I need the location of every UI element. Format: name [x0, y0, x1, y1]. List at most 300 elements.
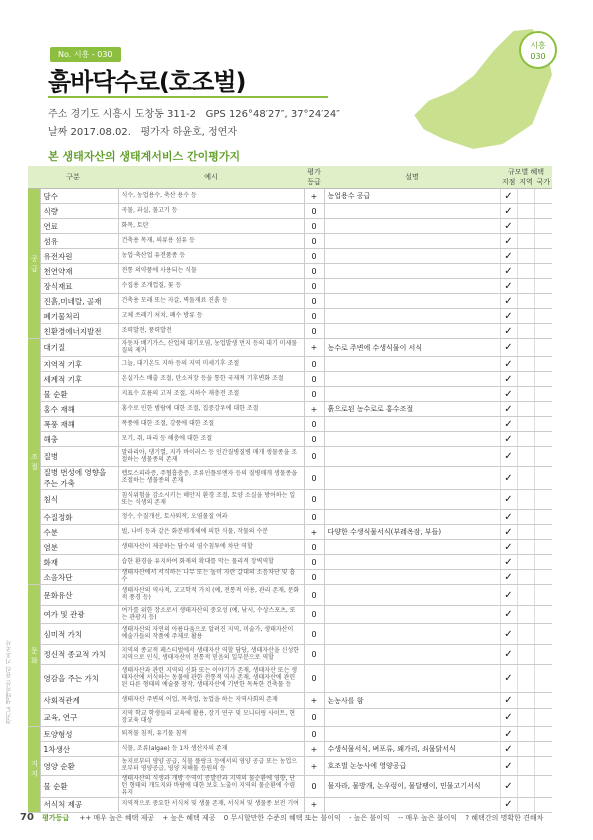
benefit-mark: ✓	[500, 279, 517, 294]
service-name: 영감을 주는 가치	[40, 665, 118, 693]
address-label: 주소	[48, 109, 68, 120]
header-local: 지점	[501, 178, 516, 186]
service-example: 퇴적물 침적, 유기물 침적	[118, 727, 304, 742]
table-body	[28, 189, 552, 813]
grade-value: 0	[304, 219, 324, 234]
service-explanation	[324, 372, 500, 387]
grade-value: +	[304, 693, 324, 709]
benefit-mark: ✓	[500, 776, 517, 798]
table-row	[28, 294, 552, 309]
service-example: 여가를 위한 장소로서 생태자산의 중요성 (예, 낚시, 수상스포츠, 또는 관광지 등)	[118, 606, 304, 624]
benefit-mark: ✓	[500, 189, 517, 204]
benefit-mark	[517, 540, 534, 555]
service-explanation	[324, 219, 500, 234]
benefit-mark	[534, 372, 552, 387]
benefit-mark	[517, 570, 534, 585]
benefit-mark: ✓	[500, 324, 517, 339]
benefit-mark	[517, 624, 534, 645]
benefit-mark	[534, 447, 552, 467]
service-explanation	[324, 249, 500, 264]
benefit-mark	[517, 234, 534, 249]
service-explanation	[324, 490, 500, 510]
service-explanation	[324, 540, 500, 555]
grade-value: 0	[304, 510, 324, 525]
grade-value: +	[304, 757, 324, 776]
service-explanation	[324, 447, 500, 467]
benefit-mark	[534, 219, 552, 234]
table-row	[28, 665, 552, 693]
grade-value: 0	[304, 540, 324, 555]
benefit-mark	[534, 645, 552, 665]
service-name: 물 순환	[40, 776, 118, 798]
service-name: 교육, 연구	[40, 709, 118, 727]
service-explanation: 흙으로된 농수로로 홍수조절	[324, 402, 500, 417]
benefit-mark	[517, 249, 534, 264]
benefit-mark	[517, 776, 534, 798]
service-explanation: 물자라, 물방개, 논우렁이, 물달팽이, 민물고기서식	[324, 776, 500, 798]
benefit-mark	[517, 372, 534, 387]
service-name: 심미적 가치	[40, 624, 118, 645]
service-name: 장식재료	[40, 279, 118, 294]
benefit-mark	[534, 525, 552, 540]
grade-value: 0	[304, 606, 324, 624]
service-example: 농지로부터 영양 공급, 식물 플랑크 등에서의 영양 공급 또는 농업으로부터 영양공급, 영양 저해물 등원의 등	[118, 757, 304, 776]
grade-value: 0	[304, 324, 324, 339]
benefit-mark	[517, 189, 534, 204]
benefit-mark: ✓	[500, 585, 517, 606]
benefit-mark	[534, 585, 552, 606]
table-row	[28, 645, 552, 665]
grade-value: 0	[304, 585, 324, 606]
benefit-mark	[534, 490, 552, 510]
service-explanation: 호조벌 논농사에 영양공급	[324, 757, 500, 776]
service-explanation	[324, 510, 500, 525]
benefit-mark: ✓	[500, 447, 517, 467]
page-tag: No. 시흥 - 030	[50, 47, 121, 62]
header-regional: 지역	[519, 178, 533, 186]
service-example: 렙토스피라증, 주혈흡충증, 조류인플루엔자 등의 질병매개 생물종을 조절하는 생물종의 존재	[118, 467, 304, 490]
service-name: 해충	[40, 432, 118, 447]
service-explanation	[324, 309, 500, 324]
benefit-mark	[517, 606, 534, 624]
service-name: 소음차단	[40, 570, 118, 585]
table-row	[28, 372, 552, 387]
service-example: 식물, 조류(algae) 등 1차 생산자의 존재	[118, 742, 304, 757]
service-name: 질병 번성에 영향을 주는 가축	[40, 467, 118, 490]
benefit-mark: ✓	[500, 402, 517, 417]
benefit-mark	[517, 324, 534, 339]
service-example: 침식위험을 감소시키는 해안지 환경 조절, 토양 소실을 방어하는 일또는 식생의 존재	[118, 490, 304, 510]
benefit-mark: ✓	[500, 555, 517, 570]
benefit-mark: ✓	[500, 417, 517, 432]
table-row	[28, 727, 552, 742]
service-name: 폭풍 재해	[40, 417, 118, 432]
grade-value: +	[304, 402, 324, 417]
service-example: 생태자산의 자연의 아름다움으로 알려진 지역, 미술가, 생태자산이 예술가들의 작품에 주제로 활용	[118, 624, 304, 645]
service-name: 폐기물처리	[40, 309, 118, 324]
service-explanation: 다양한 수생식물서식(부레옥잠, 부들)	[324, 525, 500, 540]
legend-label: 평가등급	[42, 814, 70, 822]
service-example: 수집용 조개껍질, 꽃 등	[118, 279, 304, 294]
benefit-mark	[534, 742, 552, 757]
service-explanation	[324, 665, 500, 693]
table-row	[28, 387, 552, 402]
benefit-mark	[517, 402, 534, 417]
service-name: 천연약재	[40, 264, 118, 279]
service-example: 정수, 수질개선, 토사퇴적, 오염물질 여과	[118, 510, 304, 525]
benefit-mark	[534, 204, 552, 219]
header-explanation: 설명	[324, 166, 500, 189]
table-row	[28, 249, 552, 264]
benefit-mark: ✓	[500, 797, 517, 812]
service-example: 생태자산 주변의 어업, 목축업, 농업을 하는 지역사회의 존재	[118, 693, 304, 709]
service-name: 연료	[40, 219, 118, 234]
map-badge-line2: 030	[530, 52, 546, 61]
benefit-mark	[534, 417, 552, 432]
benefit-mark: ✓	[500, 606, 517, 624]
benefit-mark	[534, 309, 552, 324]
benefit-mark: ✓	[500, 387, 517, 402]
benefit-mark	[534, 294, 552, 309]
grade-value: 0	[304, 357, 324, 372]
benefit-mark	[534, 467, 552, 490]
footer	[20, 812, 549, 823]
benefit-mark	[534, 402, 552, 417]
benefit-mark	[517, 797, 534, 812]
service-example: 생태자산에서 서식하는 나무 또는 높이 자란 갈대의 소음차단 및 흡수	[118, 570, 304, 585]
header-benefit	[500, 166, 552, 189]
gps-value: 126°48′27″, 37°24′24″	[228, 109, 341, 120]
table-row	[28, 234, 552, 249]
benefit-mark	[517, 585, 534, 606]
table-row	[28, 693, 552, 709]
service-explanation	[324, 324, 500, 339]
service-explanation	[324, 204, 500, 219]
category-label: 지지	[28, 727, 40, 813]
service-explanation	[324, 624, 500, 645]
grade-value: +	[304, 797, 324, 812]
grade-value: 0	[304, 417, 324, 432]
service-name: 진흙,미네랄, 골재	[40, 294, 118, 309]
date-line	[48, 123, 237, 138]
benefit-mark	[534, 279, 552, 294]
benefit-mark: ✓	[500, 432, 517, 447]
legend-item: ? 혜택간의 명확한 견해차	[465, 814, 544, 822]
benefit-mark	[534, 757, 552, 776]
service-example: 농업·축산업 유전품종 등	[118, 249, 304, 264]
benefit-mark: ✓	[500, 219, 517, 234]
service-explanation	[324, 264, 500, 279]
benefit-mark: ✓	[500, 372, 517, 387]
service-example: 고체 쓰레기 처치, 폐수 방류 등	[118, 309, 304, 324]
service-example: 생태자산의 역사적, 고고학적 가치 (예, 전통적 이용, 관리 존재, 문화적 풍경 등)	[118, 585, 304, 606]
benefit-mark	[517, 742, 534, 757]
grade-value: 0	[304, 294, 324, 309]
benefit-mark	[534, 665, 552, 693]
benefit-mark	[534, 387, 552, 402]
date-label: 날짜	[48, 127, 68, 138]
service-example: 말라리아, 댕기열, 지카 바이러스 등 인간질병질병 매개 생물종을 조절하는 생물종의 존재	[118, 447, 304, 467]
grade-value: 0	[304, 570, 324, 585]
benefit-mark	[517, 204, 534, 219]
table-row	[28, 709, 552, 727]
benefit-mark	[534, 540, 552, 555]
page-number: 70	[20, 812, 34, 823]
benefit-mark	[534, 570, 552, 585]
table-row	[28, 219, 552, 234]
benefit-mark	[534, 249, 552, 264]
benefit-mark	[534, 693, 552, 709]
benefit-mark	[517, 387, 534, 402]
benefit-mark: ✓	[500, 490, 517, 510]
service-example: 그늘, 대기온도 지하 등의 지역 미세기후 조절	[118, 357, 304, 372]
benefit-mark	[534, 189, 552, 204]
table-row	[28, 742, 552, 757]
service-explanation	[324, 467, 500, 490]
service-name: 영양 순환	[40, 757, 118, 776]
benefit-mark: ✓	[500, 525, 517, 540]
table-row	[28, 432, 552, 447]
service-name: 사회적관계	[40, 693, 118, 709]
header-benefit-scales	[500, 177, 552, 187]
benefit-mark	[534, 709, 552, 727]
map-badge-line1: 시흥	[530, 41, 546, 50]
service-example: 모기, 쥐, 파리 등 해충에 대한 조절	[118, 432, 304, 447]
service-name: 서식처 제공	[40, 797, 118, 812]
address-value: 경기도 시흥시 도창동 311-2	[70, 109, 197, 120]
benefit-mark	[517, 219, 534, 234]
region-map	[383, 20, 573, 160]
page-title: 흙바닥수로(호조벌)	[48, 68, 246, 96]
grade-value: 0	[304, 309, 324, 324]
grade-value: +	[304, 189, 324, 204]
benefit-mark: ✓	[500, 309, 517, 324]
header-grade: 평가등급	[304, 166, 324, 189]
service-explanation	[324, 645, 500, 665]
benefit-mark: ✓	[500, 727, 517, 742]
service-name: 정신적 종교적 가치	[40, 645, 118, 665]
table-row	[28, 797, 552, 812]
benefit-mark: ✓	[500, 339, 517, 357]
benefit-mark: ✓	[500, 570, 517, 585]
table-row	[28, 447, 552, 467]
service-example: 지역의 종교적 페스티벌에서 생태자산 역할 담당, 생태자산을 신성한 지역으로 인식, 생태자산이 전통적 믿음의 일부분으로 역할	[118, 645, 304, 665]
service-name: 수분	[40, 525, 118, 540]
service-explanation	[324, 234, 500, 249]
benefit-mark: ✓	[500, 234, 517, 249]
grade-value: 0	[304, 490, 324, 510]
benefit-mark	[517, 709, 534, 727]
category-label: 문화	[28, 585, 40, 727]
header-benefit-label: 규모별 혜택	[507, 168, 545, 176]
table-row	[28, 324, 552, 339]
service-name: 세계적 기후	[40, 372, 118, 387]
service-name: 지역적 기후	[40, 357, 118, 372]
service-name: 대기질	[40, 339, 118, 357]
service-name: 침식	[40, 490, 118, 510]
grade-value: 0	[304, 234, 324, 249]
service-explanation	[324, 555, 500, 570]
legend-item: 0 무시할만한 수준의 혜택 또는 불이익	[223, 814, 341, 822]
benefit-mark: ✓	[500, 204, 517, 219]
table-row	[28, 467, 552, 490]
service-explanation: 논농사를 함	[324, 693, 500, 709]
table-row	[28, 510, 552, 525]
service-name: 식량	[40, 204, 118, 219]
benefit-mark: ✓	[500, 357, 517, 372]
header-category: 구분	[28, 166, 118, 189]
legend-item: + 높은 혜택 제공	[162, 814, 216, 822]
service-explanation	[324, 797, 500, 812]
service-example: 자동차 배기가스, 산업체 대기오염, 농업발생 먼지 등의 대기 미세물질의 제거	[118, 339, 304, 357]
benefit-mark	[534, 624, 552, 645]
grade-value: 0	[304, 665, 324, 693]
benefit-mark: ✓	[500, 757, 517, 776]
side-caption: 경기도 생태자산 관리 기초조사	[6, 640, 13, 724]
benefit-mark	[517, 417, 534, 432]
service-example: 식수, 농업용수, 축산 용수 등	[118, 189, 304, 204]
grade-value: 0	[304, 447, 324, 467]
service-name: 염분	[40, 540, 118, 555]
benefit-mark	[517, 467, 534, 490]
service-name: 질병	[40, 447, 118, 467]
benefit-mark	[534, 234, 552, 249]
service-example: 화목, 토탄	[118, 219, 304, 234]
grade-value: 0	[304, 204, 324, 219]
service-name: 담수	[40, 189, 118, 204]
service-name: 섬유	[40, 234, 118, 249]
table-row	[28, 570, 552, 585]
service-example: 홍수로 인한 범람에 대한 조절, 집중강우에 대한 조절	[118, 402, 304, 417]
service-example: 지역적으로 중요한 서식처 및 생물 존재, 서식처 및 생물종 보전 기여	[118, 797, 304, 812]
table-row	[28, 525, 552, 540]
benefit-mark: ✓	[500, 665, 517, 693]
service-explanation: 농수로 주변에 수생식물이 서식	[324, 339, 500, 357]
benefit-mark	[534, 324, 552, 339]
service-example: 생태자산의 식생과 개방 수역이 증발산과 지역의 물순환에 영향, 단턴 형태의 개도지와 바람에 대한 보호 노출이 지역의 물순환에 수렴 유지	[118, 776, 304, 798]
service-explanation	[324, 727, 500, 742]
service-name: 친환경에너지발전	[40, 324, 118, 339]
benefit-mark	[517, 490, 534, 510]
grade-value: 0	[304, 727, 324, 742]
grade-value: +	[304, 525, 324, 540]
service-explanation: 수생식물서식, 벼포류, 왜가리, 쇠물닭서식	[324, 742, 500, 757]
map-badge	[520, 32, 556, 68]
legend-item: -- 매우 높은 불이익	[398, 814, 458, 822]
grade-value: 0	[304, 387, 324, 402]
service-name: 수질정화	[40, 510, 118, 525]
table-row	[28, 490, 552, 510]
service-name: 문화유산	[40, 585, 118, 606]
grade-value: 0	[304, 279, 324, 294]
service-name: 유전자원	[40, 249, 118, 264]
benefit-mark: ✓	[500, 742, 517, 757]
benefit-mark	[517, 727, 534, 742]
grade-value: 0	[304, 372, 324, 387]
service-explanation	[324, 606, 500, 624]
benefit-mark	[534, 264, 552, 279]
service-example: 폭풍에 대한 조절, 강풍에 대한 조절	[118, 417, 304, 432]
benefit-mark: ✓	[500, 624, 517, 645]
service-example: 온실가스 배출 조절, 탄소저장 등을 통한 국제적 기후변화 조절	[118, 372, 304, 387]
grade-value: 0	[304, 776, 324, 798]
grade-value: 0	[304, 624, 324, 645]
service-explanation	[324, 432, 500, 447]
date-value: 2017.08.02.	[70, 127, 131, 138]
category-label: 조절	[28, 339, 40, 585]
service-example: 벌, 나비 등과 같은 화분매개체에 의한 식물, 작물의 수분	[118, 525, 304, 540]
benefit-mark	[534, 357, 552, 372]
benefit-mark	[517, 309, 534, 324]
benefit-mark	[534, 510, 552, 525]
legend-item: ++ 매우 높은 혜택 제공	[79, 814, 155, 822]
benefit-mark	[534, 727, 552, 742]
evaluator-value: 하윤호, 정연자	[172, 127, 237, 138]
header-example: 예시	[118, 166, 304, 189]
table-row	[28, 606, 552, 624]
service-example: 전통 의약품에 사용되는 식물	[118, 264, 304, 279]
service-explanation	[324, 570, 500, 585]
service-example: 생태자산이 제공하는 담수의 염수침투에 차단 역할	[118, 540, 304, 555]
service-example: 건축용 목재, 의류용 섬유 등	[118, 234, 304, 249]
benefit-mark	[517, 645, 534, 665]
category-label: 공급	[28, 189, 40, 339]
service-explanation	[324, 585, 500, 606]
benefit-mark: ✓	[500, 510, 517, 525]
benefit-mark	[517, 525, 534, 540]
benefit-mark	[534, 797, 552, 812]
table-row	[28, 339, 552, 357]
service-explanation: 농업용수 공급	[324, 189, 500, 204]
benefit-mark: ✓	[500, 645, 517, 665]
benefit-mark	[534, 555, 552, 570]
service-name: 화재	[40, 555, 118, 570]
benefit-mark	[534, 432, 552, 447]
benefit-mark	[517, 432, 534, 447]
service-name: 홍수 재해	[40, 402, 118, 417]
benefit-mark	[534, 776, 552, 798]
service-explanation	[324, 294, 500, 309]
gps-label: GPS	[205, 109, 226, 120]
grade-value: 0	[304, 709, 324, 727]
service-example: 건축용 모래 또는 자갈, 벽돌재료 진흙 등	[118, 294, 304, 309]
benefit-mark: ✓	[500, 467, 517, 490]
benefit-mark: ✓	[500, 294, 517, 309]
benefit-mark	[517, 555, 534, 570]
section-title: 본 생태자산의 생태계서비스 간이평가지	[48, 150, 241, 163]
table-row	[28, 776, 552, 798]
service-example: 조력발전, 풍력발전	[118, 324, 304, 339]
benefit-mark	[517, 447, 534, 467]
benefit-mark: ✓	[500, 709, 517, 727]
table-row	[28, 357, 552, 372]
grade-value: +	[304, 742, 324, 757]
table-row	[28, 540, 552, 555]
service-explanation	[324, 357, 500, 372]
address-line	[48, 105, 340, 120]
service-example: 생태자산과 관련 지역의 신화 또는 이야기가 존재, 생태자산 또는 생태자산에 서식하는 동물에 관한 전통적 역사 존재, 생태자산에 관련된 다른 형태의 예술품 창작, 생태자산에 기반한 독특한 건축물 등	[118, 665, 304, 693]
service-name: 1차생산	[40, 742, 118, 757]
title-rule	[48, 96, 328, 98]
benefit-mark	[534, 606, 552, 624]
benefit-mark	[517, 339, 534, 357]
benefit-mark: ✓	[500, 693, 517, 709]
service-example: 지표수 흐름의 고저 조절, 지하수 재충전 조절	[118, 387, 304, 402]
service-example: 습한 환경을 유지하여 화재의 확대를 막는 물리적 장벽역할	[118, 555, 304, 570]
benefit-mark	[534, 339, 552, 357]
table-row	[28, 264, 552, 279]
table-row	[28, 624, 552, 645]
